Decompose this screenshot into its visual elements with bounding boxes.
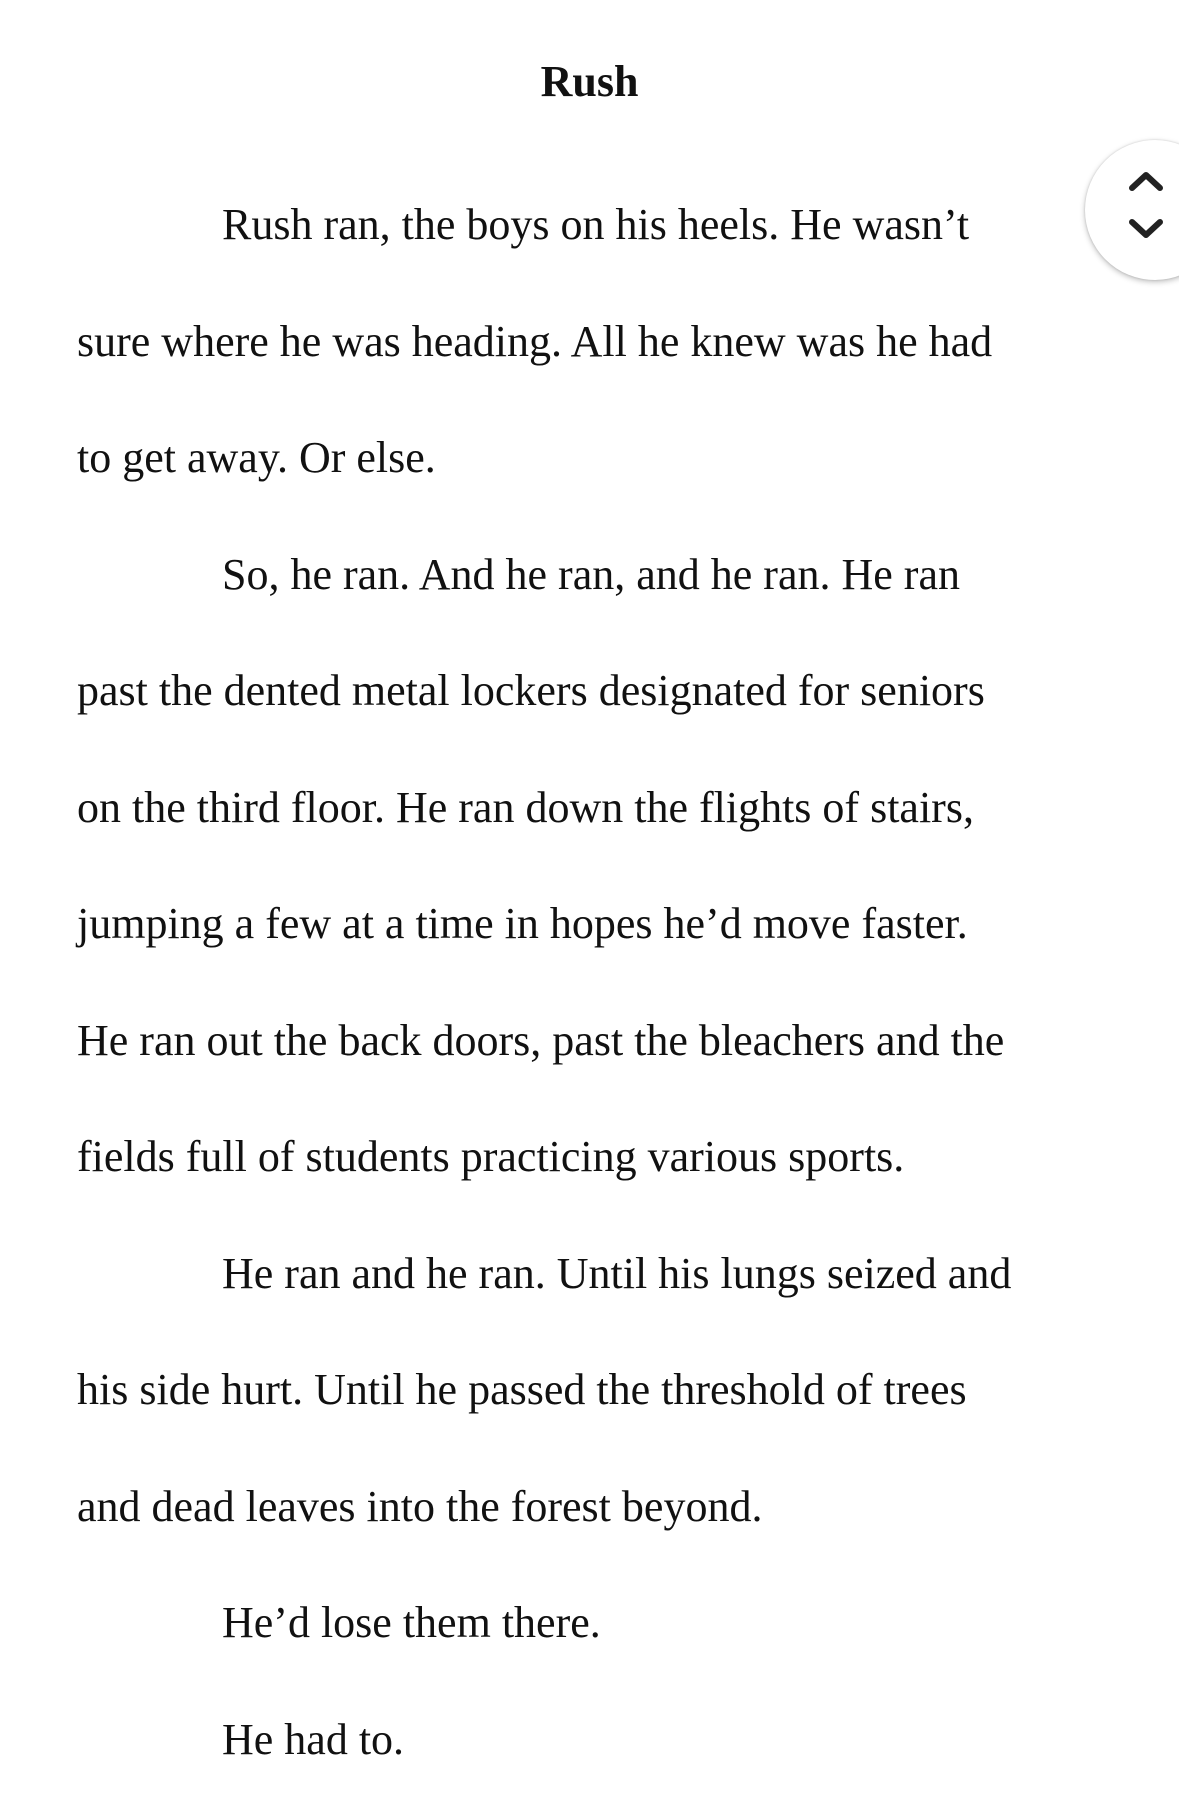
text-line: He’d lose them there. xyxy=(77,1565,1107,1682)
story-body xyxy=(77,167,1107,1798)
text-line: his side hurt. Until he passed the threshold of trees xyxy=(77,1332,1107,1449)
chevron-down-icon[interactable] xyxy=(1126,216,1166,242)
text-line: He ran and he ran. Until his lungs seized and xyxy=(77,1216,1107,1333)
text-line: on the third floor. He ran down the flights of stairs, xyxy=(77,750,1107,867)
text-line: past the dented metal lockers designated for seniors xyxy=(77,633,1107,750)
text-line: Rush ran, the boys on his heels. He wasn’t xyxy=(77,167,1107,284)
text-line: He ran out the back doors, past the bleachers and the xyxy=(77,983,1107,1100)
chapter-title: Rush xyxy=(0,52,1179,112)
text-line: sure where he was heading. All he knew was he had xyxy=(77,284,1107,401)
text-line: He had to. xyxy=(77,1682,1107,1798)
text-line: and dead leaves into the forest beyond. xyxy=(77,1449,1107,1566)
text-line: to get away. Or else. xyxy=(77,400,1107,517)
chevron-up-icon[interactable] xyxy=(1126,168,1166,194)
text-line: jumping a few at a time in hopes he’d move faster. xyxy=(77,866,1107,983)
text-line: So, he ran. And he ran, and he ran. He ran xyxy=(77,517,1107,634)
text-line: fields full of students practicing various sports. xyxy=(77,1099,1107,1216)
